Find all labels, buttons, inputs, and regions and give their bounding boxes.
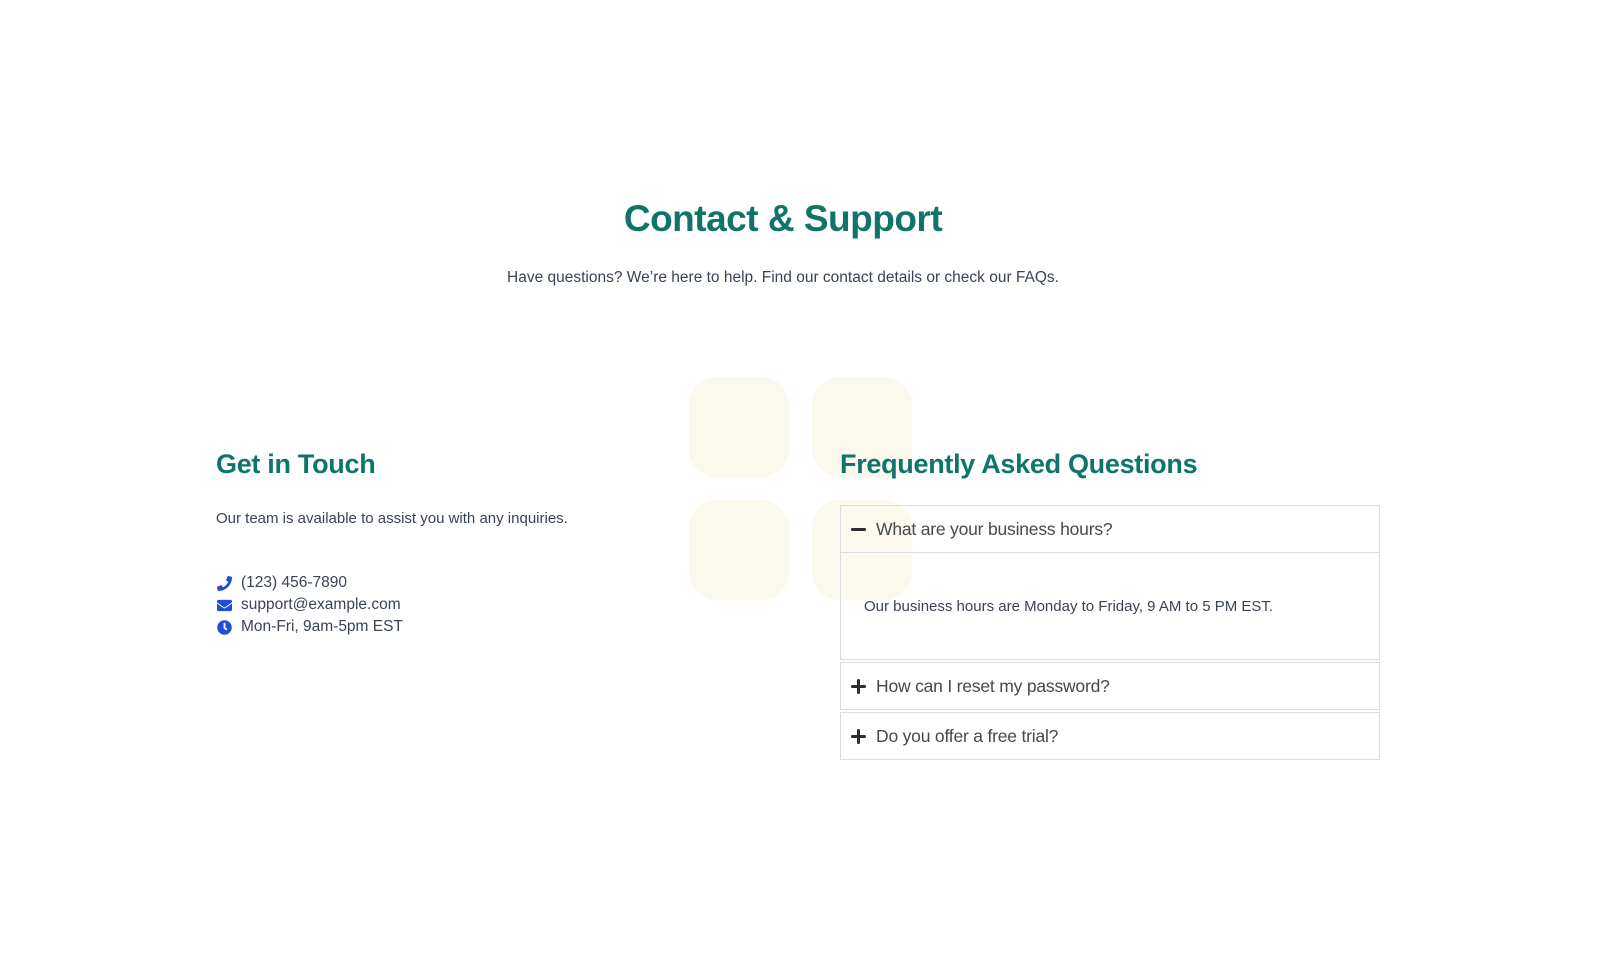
contact-hours-text: Mon-Fri, 9am-5pm EST [241,618,403,635]
faq-answer-business-hours: Our business hours are Monday to Friday, 9 AM to 5 PM EST. [841,552,1379,659]
faq-question-reset-password[interactable] [841,663,1379,709]
plus-icon [851,679,866,694]
page-title: Contact & Support [623,198,943,239]
faq-question-business-hours[interactable] [841,506,1379,552]
minus-icon [851,522,866,537]
get-in-touch-heading: Get in Touch [216,449,376,479]
contact-email-text: support@example.com [241,596,401,613]
decor-square [689,377,789,477]
page-header [0,197,1566,288]
faq-question-text: What are your business hours? [876,518,1113,539]
contact-item-hours [216,616,676,638]
faq-section [840,449,1380,762]
faq-question-text: Do you offer a free trial? [876,725,1059,746]
faq-question-text: How can I reset my password? [876,675,1110,696]
faq-accordion [840,505,1380,760]
faq-item [840,662,1380,710]
contact-item-phone [216,572,676,594]
contact-description: Our team is available to assist you with any inquiries. [216,510,568,527]
contact-list [216,572,676,638]
phone-icon [216,575,232,591]
clock-icon [216,619,232,635]
faq-question-free-trial[interactable] [841,713,1379,759]
envelope-icon [216,597,232,613]
contact-phone-text: (123) 456-7890 [241,574,347,591]
faq-item [840,712,1380,760]
contact-item-email [216,594,676,616]
faq-item [840,505,1380,660]
decor-square [689,500,789,600]
plus-icon [851,729,866,744]
get-in-touch-section [216,449,676,638]
page-subtitle: Have questions? We’re here to help. Find our contact details or check our FAQs. [507,269,1059,286]
faq-heading: Frequently Asked Questions [840,449,1198,479]
